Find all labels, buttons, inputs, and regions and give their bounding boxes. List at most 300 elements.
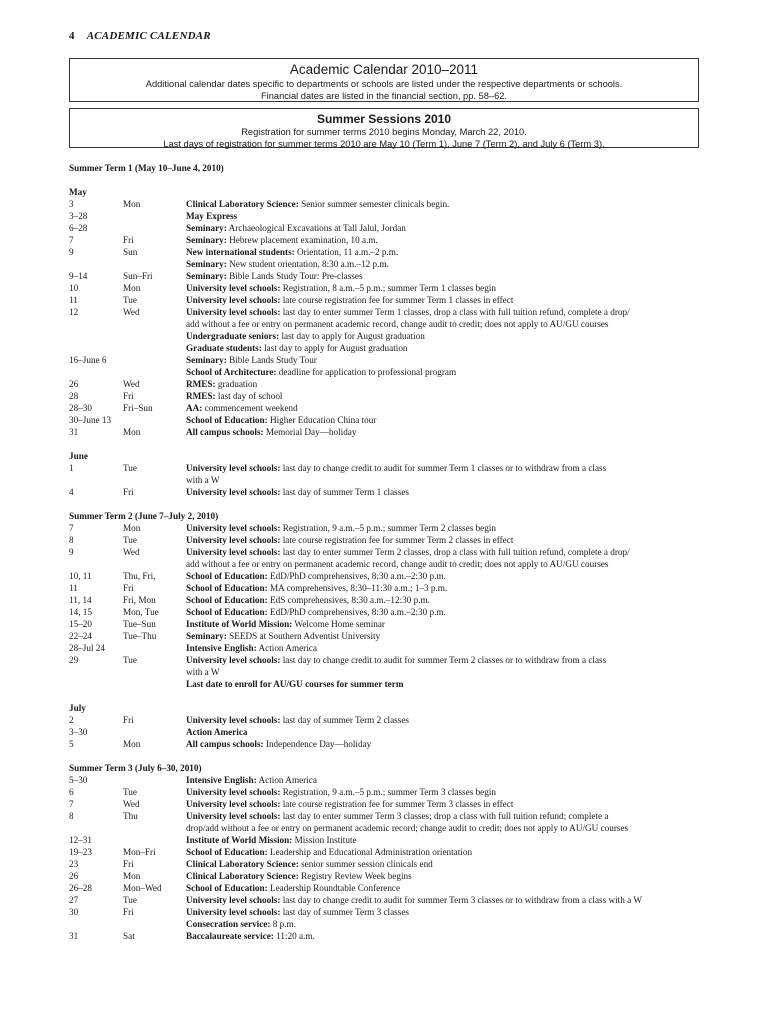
- calendar-entry: [69, 342, 699, 354]
- entry-text: last day of summer Term 1 classes: [280, 487, 409, 497]
- entry-text: EdD/PhD comprehensives, 8:30 a.m.–2:30 p.m.: [267, 607, 446, 617]
- description-line: [186, 810, 699, 822]
- description-line: [186, 522, 699, 534]
- entry-description: [186, 630, 699, 642]
- description-line: [186, 798, 699, 810]
- entry-date: 10: [69, 283, 79, 293]
- entry-date: 4: [69, 487, 74, 497]
- description-line: [186, 678, 699, 690]
- entry-text: senior summer session clinicals end: [298, 859, 433, 869]
- entry-description: [186, 258, 699, 270]
- entry-description: [186, 414, 699, 426]
- calendar-entry: [69, 930, 699, 942]
- calendar-entry: [69, 366, 699, 378]
- entry-date: 8: [69, 535, 74, 545]
- entry-date: [69, 366, 123, 378]
- description-line: [186, 198, 699, 210]
- entry-description: [186, 426, 699, 438]
- entry-label: University level schools:: [186, 283, 281, 293]
- description-line: [186, 822, 699, 834]
- entry-description: [186, 726, 699, 738]
- calendar-note-departments: Additional calendar dates specific to departments or schools are listed under the respective departments or schools.: [145, 79, 623, 89]
- description-line: [186, 426, 699, 438]
- calendar-entry: [69, 414, 699, 426]
- entry-label: University level schools:: [186, 655, 281, 665]
- entry-label: Intensive English:: [186, 643, 257, 653]
- description-line: [186, 606, 699, 618]
- calendar-entry: [69, 594, 699, 606]
- entry-date: 1: [69, 463, 74, 473]
- entry-label: Action America: [186, 727, 248, 737]
- entry-label: School of Education:: [186, 595, 268, 605]
- calendar-page: [69, 30, 699, 942]
- calendar-entry: [69, 810, 699, 834]
- entry-description: [186, 210, 699, 222]
- entry-label: Seminary:: [186, 223, 227, 233]
- entry-label: RMES:: [186, 391, 216, 401]
- month-heading: May: [69, 187, 87, 197]
- entry-label: School of Education:: [186, 847, 268, 857]
- entry-label: AA:: [186, 403, 203, 413]
- entry-text: last day to enter summer Term 3 classes; drop a class with full tuition refund; complete a: [280, 811, 609, 821]
- description-line: [186, 714, 699, 726]
- calendar-entry: [69, 738, 699, 750]
- calendar-entry: [69, 246, 699, 258]
- entry-date: 11, 14: [69, 595, 92, 605]
- description-line: [186, 330, 699, 342]
- entry-label: Seminary:: [186, 355, 227, 365]
- entry-text: last day of school: [215, 391, 283, 401]
- entry-date: 9: [69, 547, 74, 557]
- entry-label: Institute of World Mission:: [186, 835, 293, 845]
- description-line: [186, 630, 699, 642]
- description-line: [186, 462, 699, 474]
- entry-description: [186, 330, 699, 342]
- description-line: [186, 774, 699, 786]
- entry-day: [123, 642, 186, 654]
- calendar-entry: [69, 282, 699, 294]
- calendar-entry: [69, 642, 699, 654]
- description-line: [186, 594, 699, 606]
- entry-date: 30–June 13: [69, 415, 112, 425]
- entry-date: 7: [69, 799, 74, 809]
- entry-date: 10, 11: [69, 571, 92, 581]
- calendar-entry: [69, 726, 699, 738]
- calendar-entry: [69, 222, 699, 234]
- entry-description: [186, 870, 699, 882]
- entry-date: 6–28: [69, 223, 88, 233]
- description-line: [186, 390, 699, 402]
- entry-day: Fri: [123, 235, 134, 245]
- entry-day: Fri: [123, 583, 134, 593]
- entry-date: 6: [69, 787, 74, 797]
- entry-description: [186, 522, 699, 534]
- summer-sessions-box: [69, 108, 699, 148]
- entry-date: 11: [69, 295, 78, 305]
- entry-label: School of Education:: [186, 571, 268, 581]
- entry-day: Mon: [123, 427, 141, 437]
- entry-text: last day of summer Term 2 classes: [280, 715, 409, 725]
- entry-text: deadline for application to professional program: [276, 367, 457, 377]
- description-line: [186, 882, 699, 894]
- description-line: [186, 726, 699, 738]
- entry-text: Bible Lands Study Tour: [226, 355, 317, 365]
- calendar-entry: [69, 582, 699, 594]
- entry-description: [186, 810, 699, 834]
- entry-label: University level schools:: [186, 487, 281, 497]
- entry-description: [186, 882, 699, 894]
- entry-date: 31: [69, 931, 79, 941]
- description-line: [186, 786, 699, 798]
- entry-date: 30: [69, 907, 79, 917]
- description-line: [186, 654, 699, 666]
- entry-day: Mon: [123, 283, 141, 293]
- calendar-entry: [69, 198, 699, 210]
- description-line: [186, 930, 699, 942]
- description-line: [186, 834, 699, 846]
- entry-text: MA comprehensives, 8:30–11:30 a.m.; 1–3 p.m.: [267, 583, 448, 593]
- entry-description: [186, 570, 699, 582]
- entry-label: Consecration service:: [186, 919, 271, 929]
- entry-day: Fri: [123, 487, 134, 497]
- entry-text: Leadership Roundtable Conference: [267, 883, 401, 893]
- entry-text: last day to change credit to audit for summer Term 3 classes or to withdraw from a class with a W: [280, 895, 642, 905]
- entry-date: 14, 15: [69, 607, 92, 617]
- description-line: [186, 486, 699, 498]
- calendar-entry: [69, 894, 699, 906]
- description-line: [186, 246, 699, 258]
- entry-day: Tue: [123, 787, 137, 797]
- entry-description: [186, 834, 699, 846]
- month-heading: June: [69, 451, 88, 461]
- entry-text: with a W: [186, 475, 220, 485]
- entry-description: [186, 246, 699, 258]
- calendar-entry: [69, 678, 699, 690]
- entry-day: Mon–Fri: [123, 847, 156, 857]
- entry-description: [186, 342, 699, 354]
- calendar-title: Academic Calendar 2010–2011: [289, 62, 479, 77]
- entry-description: [186, 798, 699, 810]
- entry-description: [186, 654, 699, 678]
- calendar-entry: [69, 618, 699, 630]
- description-line: [186, 306, 699, 318]
- description-line: [186, 666, 699, 678]
- entry-description: [186, 618, 699, 630]
- entry-date: 27: [69, 895, 79, 905]
- entry-day: Mon, Tue: [123, 607, 159, 617]
- entry-description: [186, 846, 699, 858]
- calendar-entry: [69, 306, 699, 330]
- entry-description: [186, 378, 699, 390]
- entry-label: School of Architecture:: [186, 367, 277, 377]
- description-line: [186, 846, 699, 858]
- entry-day: Fri, Mon: [123, 595, 156, 605]
- entry-label: University level schools:: [186, 799, 281, 809]
- entry-description: [186, 594, 699, 606]
- entry-text: 8 p.m.: [270, 919, 296, 929]
- term-heading: Summer Term 3 (July 6–30, 2010): [69, 763, 202, 773]
- entry-day: [123, 222, 186, 234]
- entry-text: Registration, 9 a.m.–5 p.m.; summer Term 2 classes begin: [280, 523, 496, 533]
- entry-text: add without a fee or entry on permanent academic record, change audit to credit; does not apply to AU/GU courses: [186, 559, 609, 569]
- description-line: [186, 582, 699, 594]
- entry-text: late course registration fee for summer Term 1 classes in effect: [280, 295, 514, 305]
- entry-description: [186, 534, 699, 546]
- entry-text: Action America: [256, 775, 317, 785]
- entry-label: Graduate students:: [186, 343, 262, 353]
- entry-label: Institute of World Mission:: [186, 619, 293, 629]
- entry-text: Mission Institute: [292, 835, 357, 845]
- calendar-entry: [69, 258, 699, 270]
- entry-description: [186, 270, 699, 282]
- entry-label: School of Education:: [186, 883, 268, 893]
- entry-description: [186, 714, 699, 726]
- entry-description: [186, 858, 699, 870]
- entry-day: [123, 918, 186, 930]
- calendar-entry: [69, 234, 699, 246]
- entry-text: Orientation, 11 a.m.–2 p.m.: [294, 247, 399, 257]
- entry-description: [186, 918, 699, 930]
- entry-text: drop/add without a fee or entry on permanent academic record; change audit to credit; does not apply to AU/GU courses: [186, 823, 629, 833]
- description-line: [186, 642, 699, 654]
- entry-day: [123, 366, 186, 378]
- calendar-entry: [69, 834, 699, 846]
- calendar-entry: [69, 882, 699, 894]
- entry-day: Mon: [123, 871, 141, 881]
- entry-date: 15–20: [69, 619, 92, 629]
- entry-description: [186, 366, 699, 378]
- entry-text: Senior summer semester clinicals begin.: [298, 199, 450, 209]
- academic-calendar-box: [69, 58, 699, 102]
- entry-description: [186, 198, 699, 210]
- calendar-entry: [69, 906, 699, 918]
- entry-label: RMES:: [186, 379, 216, 389]
- entry-description: [186, 222, 699, 234]
- entry-date: 3–30: [69, 727, 88, 737]
- entry-day: Mon–Wed: [123, 883, 162, 893]
- section-spacer: [69, 690, 699, 702]
- entry-label: University level schools:: [186, 895, 281, 905]
- entry-date: 8: [69, 811, 74, 821]
- entry-day: Tue: [123, 535, 137, 545]
- entry-date: 28–30: [69, 403, 92, 413]
- entry-label: May Express: [186, 211, 238, 221]
- entry-label: University level schools:: [186, 307, 281, 317]
- description-line: [186, 906, 699, 918]
- entry-description: [186, 294, 699, 306]
- entry-text: EdD/PhD comprehensives, 8:30 a.m.–2:30 p.m.: [267, 571, 446, 581]
- calendar-entry: [69, 294, 699, 306]
- entry-description: [186, 642, 699, 654]
- description-line: [186, 570, 699, 582]
- description-line: [186, 618, 699, 630]
- entry-date: [69, 918, 123, 930]
- entry-date: 3–28: [69, 211, 88, 221]
- entry-label: School of Education:: [186, 583, 268, 593]
- entry-day: Tue: [123, 295, 137, 305]
- entry-day: [123, 210, 186, 222]
- description-line: [186, 234, 699, 246]
- section-spacer: [69, 174, 699, 186]
- entry-description: [186, 486, 699, 498]
- entry-description: [186, 354, 699, 366]
- calendar-entry: [69, 534, 699, 546]
- entry-description: [186, 282, 699, 294]
- description-line: [186, 894, 699, 906]
- entry-description: [186, 894, 699, 906]
- entry-description: [186, 390, 699, 402]
- entry-text: last day to apply for August graduation: [279, 331, 425, 341]
- summer-registration-begins: Registration for summer terms 2010 begins Monday, March 22, 2010.: [241, 127, 527, 137]
- description-line: [186, 282, 699, 294]
- entry-day: Thu: [123, 811, 138, 821]
- entry-text: Action America: [256, 643, 317, 653]
- entry-text: last day to enter summer Term 1 classes, drop a class with full tuition refund, complete a drop/: [280, 307, 630, 317]
- entry-day: [123, 258, 186, 270]
- calendar-entry: [69, 798, 699, 810]
- entry-day: Wed: [123, 799, 140, 809]
- description-line: [186, 294, 699, 306]
- entry-day: Sat: [123, 931, 135, 941]
- entry-label: School of Education:: [186, 415, 268, 425]
- entry-date: 22–24: [69, 631, 92, 641]
- entry-day: Sun–Fri: [123, 271, 153, 281]
- entry-day: Fri: [123, 859, 134, 869]
- calendar-entry: [69, 402, 699, 414]
- entry-date: 26–28: [69, 883, 92, 893]
- entry-text: late course registration fee for summer Term 2 classes in effect: [280, 535, 514, 545]
- entry-text: Registration, 9 a.m.–5 p.m.; summer Term 3 classes begin: [280, 787, 496, 797]
- entry-text: add without a fee or entry on permanent academic record, change audit to credit; does not apply to AU/GU courses: [186, 319, 609, 329]
- entry-text: last day to apply for August graduation: [261, 343, 408, 353]
- calendar-entry: [69, 918, 699, 930]
- entry-text: Archaeological Excavations at Tall Jalul, Jordan: [226, 223, 406, 233]
- calendar-entry: [69, 846, 699, 858]
- entry-date: 26: [69, 379, 79, 389]
- entry-date: 12–31: [69, 835, 92, 845]
- entry-day: [123, 678, 186, 690]
- entry-text: Registration, 8 a.m.–5 p.m.; summer Term 1 classes begin: [280, 283, 496, 293]
- calendar-entry: [69, 546, 699, 570]
- entry-label: University level schools:: [186, 787, 281, 797]
- entry-date: 7: [69, 523, 74, 533]
- entry-description: [186, 906, 699, 918]
- entry-date: [69, 678, 123, 690]
- entry-description: [186, 786, 699, 798]
- calendar-entry: [69, 426, 699, 438]
- entry-day: Sun: [123, 247, 138, 257]
- calendar-entry: [69, 486, 699, 498]
- entry-date: 9: [69, 247, 74, 257]
- entry-date: 9–14: [69, 271, 88, 281]
- entry-day: Fri: [123, 907, 134, 917]
- entry-label: University level schools:: [186, 535, 281, 545]
- entry-description: [186, 462, 699, 486]
- entry-text: last day of summer Term 3 classes: [280, 907, 409, 917]
- entry-day: [123, 834, 186, 846]
- description-line: [186, 918, 699, 930]
- description-line: [186, 858, 699, 870]
- entry-description: [186, 582, 699, 594]
- summer-sessions-title: Summer Sessions 2010: [316, 112, 452, 126]
- calendar-entry: [69, 858, 699, 870]
- entry-label: Intensive English:: [186, 775, 257, 785]
- description-line: [186, 558, 699, 570]
- entry-date: 16–June 6: [69, 355, 107, 365]
- entry-label: Last date to enroll for AU/GU courses for summer term: [186, 679, 404, 689]
- entry-text: commencement weekend: [202, 403, 298, 413]
- entry-day: Fri: [123, 391, 134, 401]
- entry-day: Fri: [123, 715, 134, 725]
- calendar-entry: [69, 390, 699, 402]
- entry-date: 7: [69, 235, 74, 245]
- entry-text: graduation: [215, 379, 258, 389]
- entry-day: [123, 726, 186, 738]
- entry-label: University level schools:: [186, 547, 281, 557]
- calendar-entry: [69, 462, 699, 486]
- entry-label: Seminary:: [186, 631, 227, 641]
- entry-label: University level schools:: [186, 907, 281, 917]
- entry-date: 11: [69, 583, 78, 593]
- entry-label: Seminary:: [186, 271, 227, 281]
- entry-text: last day to enter summer Term 2 classes, drop a class with full tuition refund, complete a drop/: [280, 547, 630, 557]
- entry-day: [123, 354, 186, 366]
- entry-day: Tue–Sun: [123, 619, 156, 629]
- entry-day: Tue: [123, 655, 137, 665]
- entry-day: Thu, Fri,: [123, 571, 156, 581]
- entry-day: Mon: [123, 523, 141, 533]
- entry-text: Hebrew placement examination, 10 a.m.: [226, 235, 378, 245]
- entry-date: 5–30: [69, 775, 88, 785]
- entry-description: [186, 606, 699, 618]
- entry-date: 28: [69, 391, 79, 401]
- description-line: [186, 378, 699, 390]
- calendar-entry: [69, 522, 699, 534]
- entry-date: 23: [69, 859, 79, 869]
- entry-day: [123, 342, 186, 354]
- entry-text: Higher Education China tour: [267, 415, 377, 425]
- entry-day: Mon: [123, 739, 141, 749]
- entry-description: [186, 546, 699, 570]
- description-line: [186, 534, 699, 546]
- calendar-entry: [69, 714, 699, 726]
- term-heading: Summer Term 1 (May 10–June 4, 2010): [69, 163, 224, 173]
- description-line: [186, 414, 699, 426]
- entry-date: [69, 330, 123, 342]
- entry-day: Wed: [123, 547, 140, 557]
- description-line: [186, 318, 699, 330]
- calendar-entry: [69, 378, 699, 390]
- entry-description: [186, 774, 699, 786]
- entry-label: University level schools:: [186, 715, 281, 725]
- entry-description: [186, 930, 699, 942]
- entry-day: Mon: [123, 199, 141, 209]
- calendar-entry: [69, 654, 699, 678]
- description-line: [186, 474, 699, 486]
- calendar-entry: [69, 630, 699, 642]
- entry-label: University level schools:: [186, 295, 281, 305]
- entry-date: [69, 342, 123, 354]
- description-line: [186, 402, 699, 414]
- term-heading: Summer Term 2 (June 7–July 2, 2010): [69, 511, 219, 521]
- entry-day: Tue: [123, 463, 137, 473]
- entry-date: [69, 258, 123, 270]
- calendar-note-financial: Financial dates are listed in the financial section, pp. 58–62.: [260, 90, 507, 101]
- entry-date: 31: [69, 427, 79, 437]
- entry-day: Fri–Sun: [123, 403, 153, 413]
- entry-date: 12: [69, 307, 79, 317]
- section-spacer: [69, 498, 699, 510]
